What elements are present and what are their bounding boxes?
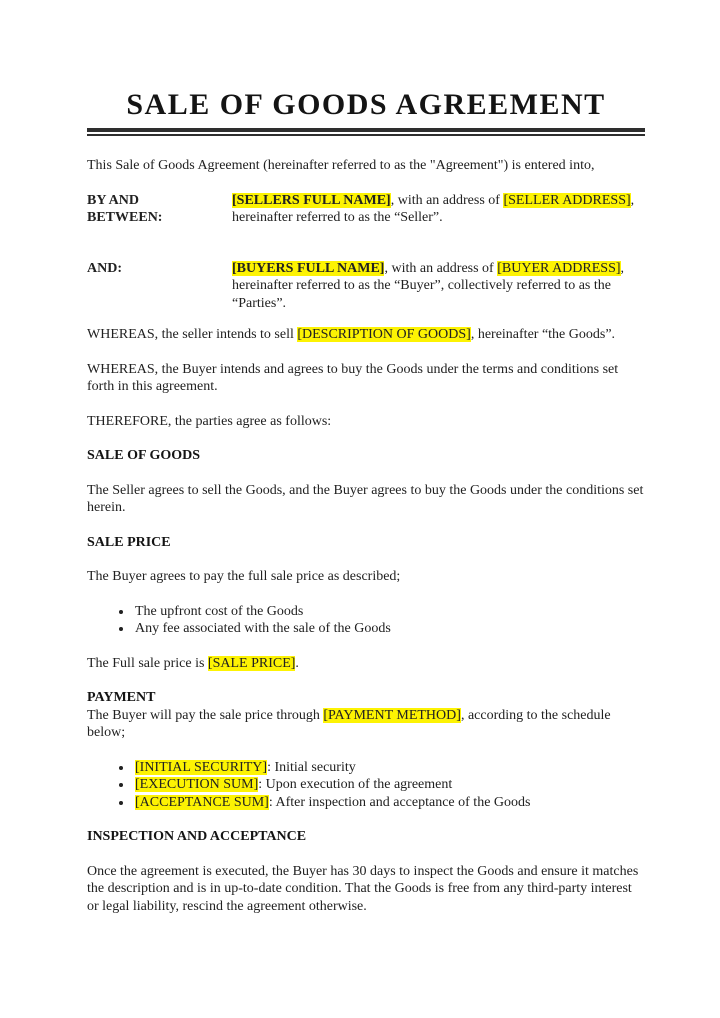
therefore-paragraph: THEREFORE, the parties agree as follows: xyxy=(87,413,332,429)
highlight-placeholder: [SELLERS FULL NAME] xyxy=(232,192,391,208)
highlight-placeholder: [EXECUTION SUM] xyxy=(135,777,259,792)
bullet-item-sale-fee: • Any fee associated with the sale of the Goods xyxy=(133,620,645,638)
bullet-item-upfront-cost: • The upfront cost of the Goods xyxy=(133,603,645,621)
party-row-seller xyxy=(87,192,645,227)
section-heading-payment: PAYMENT xyxy=(87,690,156,705)
section-heading-sale-of-goods: SALE OF GOODS xyxy=(87,448,201,463)
highlight-placeholder: [INITIAL SECURITY] xyxy=(135,759,268,775)
inspection-paragraph: Once the agreement is executed, the Buyer has 30 days to inspect the Goods and ensure it matches the description and is in up-to-date condition. That the Goods is free from any third-party interest or legal liability, rescind the agreement otherwise. xyxy=(87,863,639,914)
section-heading-inspection: INSPECTION AND ACCEPTANCE xyxy=(87,829,307,844)
intro-paragraph: This Sale of Goods Agreement (hereinafter referred to as the "Agreement") is entered into, xyxy=(87,158,595,173)
bullet-item-acceptance-sum: • [ACCEPTANCE SUM]: After inspection and acceptance of the Goods xyxy=(133,794,645,812)
payment-bullet-list xyxy=(87,759,645,812)
whereas-buyer-paragraph: WHEREAS, the Buyer intends and agrees to buy the Goods under the terms and conditions set forth in this agreement. xyxy=(87,361,619,394)
highlight-placeholder: [BUYER ADDRESS] xyxy=(497,260,621,276)
party-label-by-and-between: BY AND BETWEEN: xyxy=(87,192,163,225)
sale-of-goods-paragraph: The Seller agrees to sell the Goods, and the Buyer agrees to buy the Goods under the conditions set herein. xyxy=(87,482,644,515)
highlight-placeholder: [ACCEPTANCE SUM] xyxy=(135,794,269,810)
party-row-buyer xyxy=(87,260,645,313)
sale-price-bullet-list xyxy=(87,603,645,638)
highlight-placeholder: [SALE PRICE] xyxy=(207,655,296,671)
party-label-and: AND: xyxy=(87,260,122,276)
full-sale-price-paragraph: The Full sale price is [SALE PRICE]. xyxy=(87,655,299,671)
section-heading-sale-price: SALE PRICE xyxy=(87,534,171,550)
bullet-item-execution-sum: • [EXECUTION SUM]: Upon execution of the agreement xyxy=(133,776,645,794)
sale-price-paragraph: The Buyer agrees to pay the full sale price as described; xyxy=(87,569,401,584)
highlight-placeholder: [BUYERS FULL NAME] xyxy=(232,260,385,276)
bullet-item-initial-security: • [INITIAL SECURITY]: Initial security xyxy=(133,759,645,777)
highlight-placeholder: [DESCRIPTION OF GOODS] xyxy=(297,327,471,342)
whereas-seller-paragraph: WHEREAS, the seller intends to sell [DESCRIPTION OF GOODS], hereinafter “the Goods”. xyxy=(87,327,616,342)
title-divider-rule xyxy=(87,128,645,136)
document-title: SALE OF GOODS AGREEMENT xyxy=(126,88,606,121)
party-content-buyer: [BUYERS FULL NAME], with an address of [BUYER ADDRESS], hereinafter referred to as the “Buyer”, collectively referred to as the “Parties”. xyxy=(232,260,625,311)
party-content-seller: [SELLERS FULL NAME], with an address of [SELLER ADDRESS], hereinafter referred to as the “Seller”. xyxy=(232,192,635,225)
highlight-placeholder: [PAYMENT METHOD] xyxy=(323,707,461,723)
highlight-placeholder: [SELLER ADDRESS] xyxy=(503,192,631,208)
payment-paragraph: The Buyer will pay the sale price through [PAYMENT METHOD], according to the schedule below; xyxy=(87,707,611,740)
